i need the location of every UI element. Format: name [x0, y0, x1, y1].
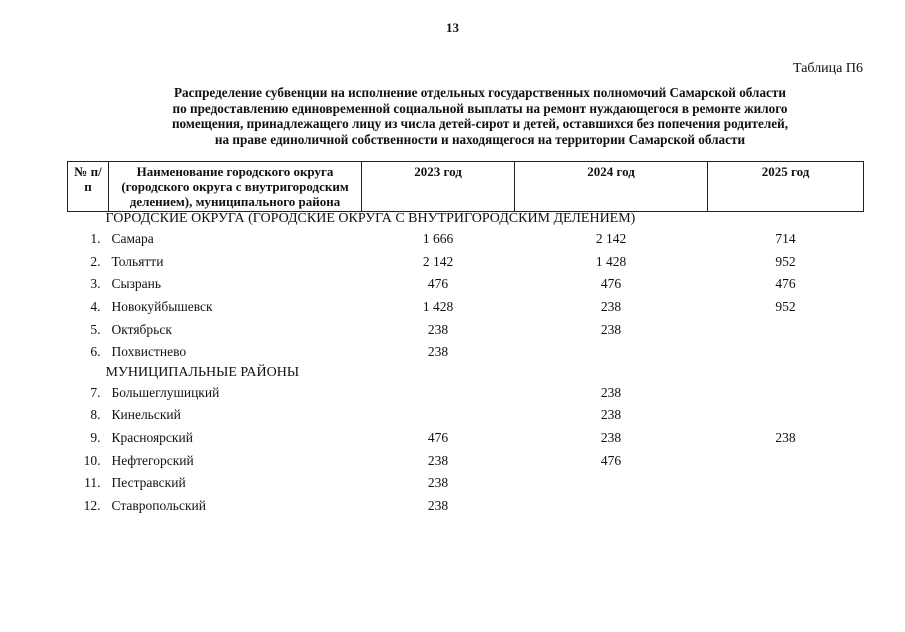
district-name: Кинельский [111, 407, 181, 423]
district-name: Пестравский [111, 475, 186, 491]
table-row [68, 341, 864, 364]
value-2023: 1 666 [422, 231, 454, 247]
row-number: 9. [90, 430, 101, 446]
table-row [68, 427, 864, 450]
document-title [60, 85, 900, 147]
value-2023: 238 [427, 475, 449, 491]
value-2024: 476 [600, 276, 622, 292]
value-2025 [708, 449, 864, 472]
table-row [68, 472, 864, 495]
table-row [68, 228, 864, 251]
value-2023 [362, 382, 515, 405]
value-2024 [515, 341, 708, 364]
table-label: Таблица П6 [793, 61, 863, 76]
title-line: помещения, принадлежащего лицу из числа детей-сирот и детей, оставшихся без попечения родителей, [171, 116, 789, 131]
value-2023: 238 [427, 344, 449, 360]
table-row [68, 296, 864, 319]
value-2024: 1 428 [595, 253, 627, 269]
row-number: 6. [90, 344, 101, 360]
value-2023: 238 [427, 321, 449, 337]
row-number: 7. [90, 384, 101, 400]
page-number: 13 [446, 20, 459, 35]
row-number: 11. [84, 475, 101, 491]
value-2024: 238 [600, 430, 622, 446]
title-line: Распределение субвенции на исполнение отдельных государственных полномочий Самарской области [174, 85, 786, 100]
header-2024: 2024 год [515, 162, 708, 212]
row-number: 12. [83, 497, 101, 513]
value-2025 [708, 341, 864, 364]
section-row [68, 212, 864, 229]
table-row [68, 404, 864, 427]
header-name: Наименование городского округа (городского округа с внутригородским делением), муниципального района [109, 162, 362, 212]
section-title: ГОРОДСКИЕ ОКРУГА (ГОРОДСКИЕ ОКРУГА С ВНУТРИГОРОДСКИМ ДЕЛЕНИЕМ) [105, 211, 636, 226]
value-2024: 238 [600, 321, 622, 337]
table-row [68, 495, 864, 518]
value-2023 [362, 404, 515, 427]
value-2024: 238 [600, 407, 622, 423]
table-row [68, 273, 864, 296]
row-number: 5. [90, 321, 101, 337]
row-number: 1. [90, 231, 101, 247]
table-row [68, 251, 864, 274]
row-number: 2. [90, 253, 101, 269]
value-2025: 238 [775, 430, 796, 446]
value-2025: 476 [775, 276, 796, 292]
title-line: по предоставлению единовременной социальной выплаты на ремонт нуждающегося в ремонте жилого [172, 100, 788, 116]
section-row [68, 364, 864, 382]
value-2024: 476 [600, 452, 622, 468]
title-line: на праве единоличной собственности и находящегося на территории Самарской области [214, 131, 746, 147]
value-2025 [708, 495, 864, 518]
value-2025 [708, 472, 864, 495]
district-name: Похвистнево [111, 344, 187, 360]
subvention-table [67, 161, 864, 517]
value-2023: 1 428 [422, 299, 454, 315]
value-2023: 476 [427, 430, 449, 446]
header-number: № п/п [68, 162, 109, 212]
district-name: Сызрань [111, 276, 162, 292]
value-2025 [708, 382, 864, 405]
district-name: Самара [111, 231, 154, 247]
district-name: Тольятти [111, 253, 164, 269]
section-title: МУНИЦИПАЛЬНЫЕ РАЙОНЫ [105, 364, 300, 380]
district-name: Октябрьск [111, 321, 172, 337]
value-2025 [708, 404, 864, 427]
table-body [68, 212, 864, 518]
district-name: Нефтегорский [111, 452, 194, 468]
value-2023: 476 [427, 276, 449, 292]
district-name: Ставропольский [111, 497, 206, 513]
value-2024 [515, 472, 708, 495]
value-2025: 952 [775, 253, 796, 269]
district-name: Большеглушицкий [111, 384, 220, 400]
table-row [68, 382, 864, 405]
table-row [68, 449, 864, 472]
value-2024: 238 [600, 299, 622, 315]
row-number: 4. [90, 299, 101, 315]
header-2023: 2023 год [362, 162, 515, 212]
value-2023: 238 [427, 452, 449, 468]
value-2024: 238 [600, 384, 622, 400]
value-2025: 714 [775, 231, 796, 247]
header-2025: 2025 год [708, 162, 864, 212]
district-name: Красноярский [111, 430, 193, 446]
value-2025: 952 [775, 299, 796, 315]
row-number: 8. [90, 407, 101, 423]
value-2023: 238 [427, 497, 449, 513]
table-header-row [68, 162, 864, 212]
row-number: 3. [90, 276, 101, 292]
row-number: 10. [83, 452, 101, 468]
district-name: Новокуйбышевск [111, 299, 213, 315]
value-2025 [708, 318, 864, 341]
value-2024 [515, 495, 708, 518]
value-2023: 2 142 [422, 253, 454, 269]
value-2024: 2 142 [595, 231, 627, 247]
table-row [68, 318, 864, 341]
